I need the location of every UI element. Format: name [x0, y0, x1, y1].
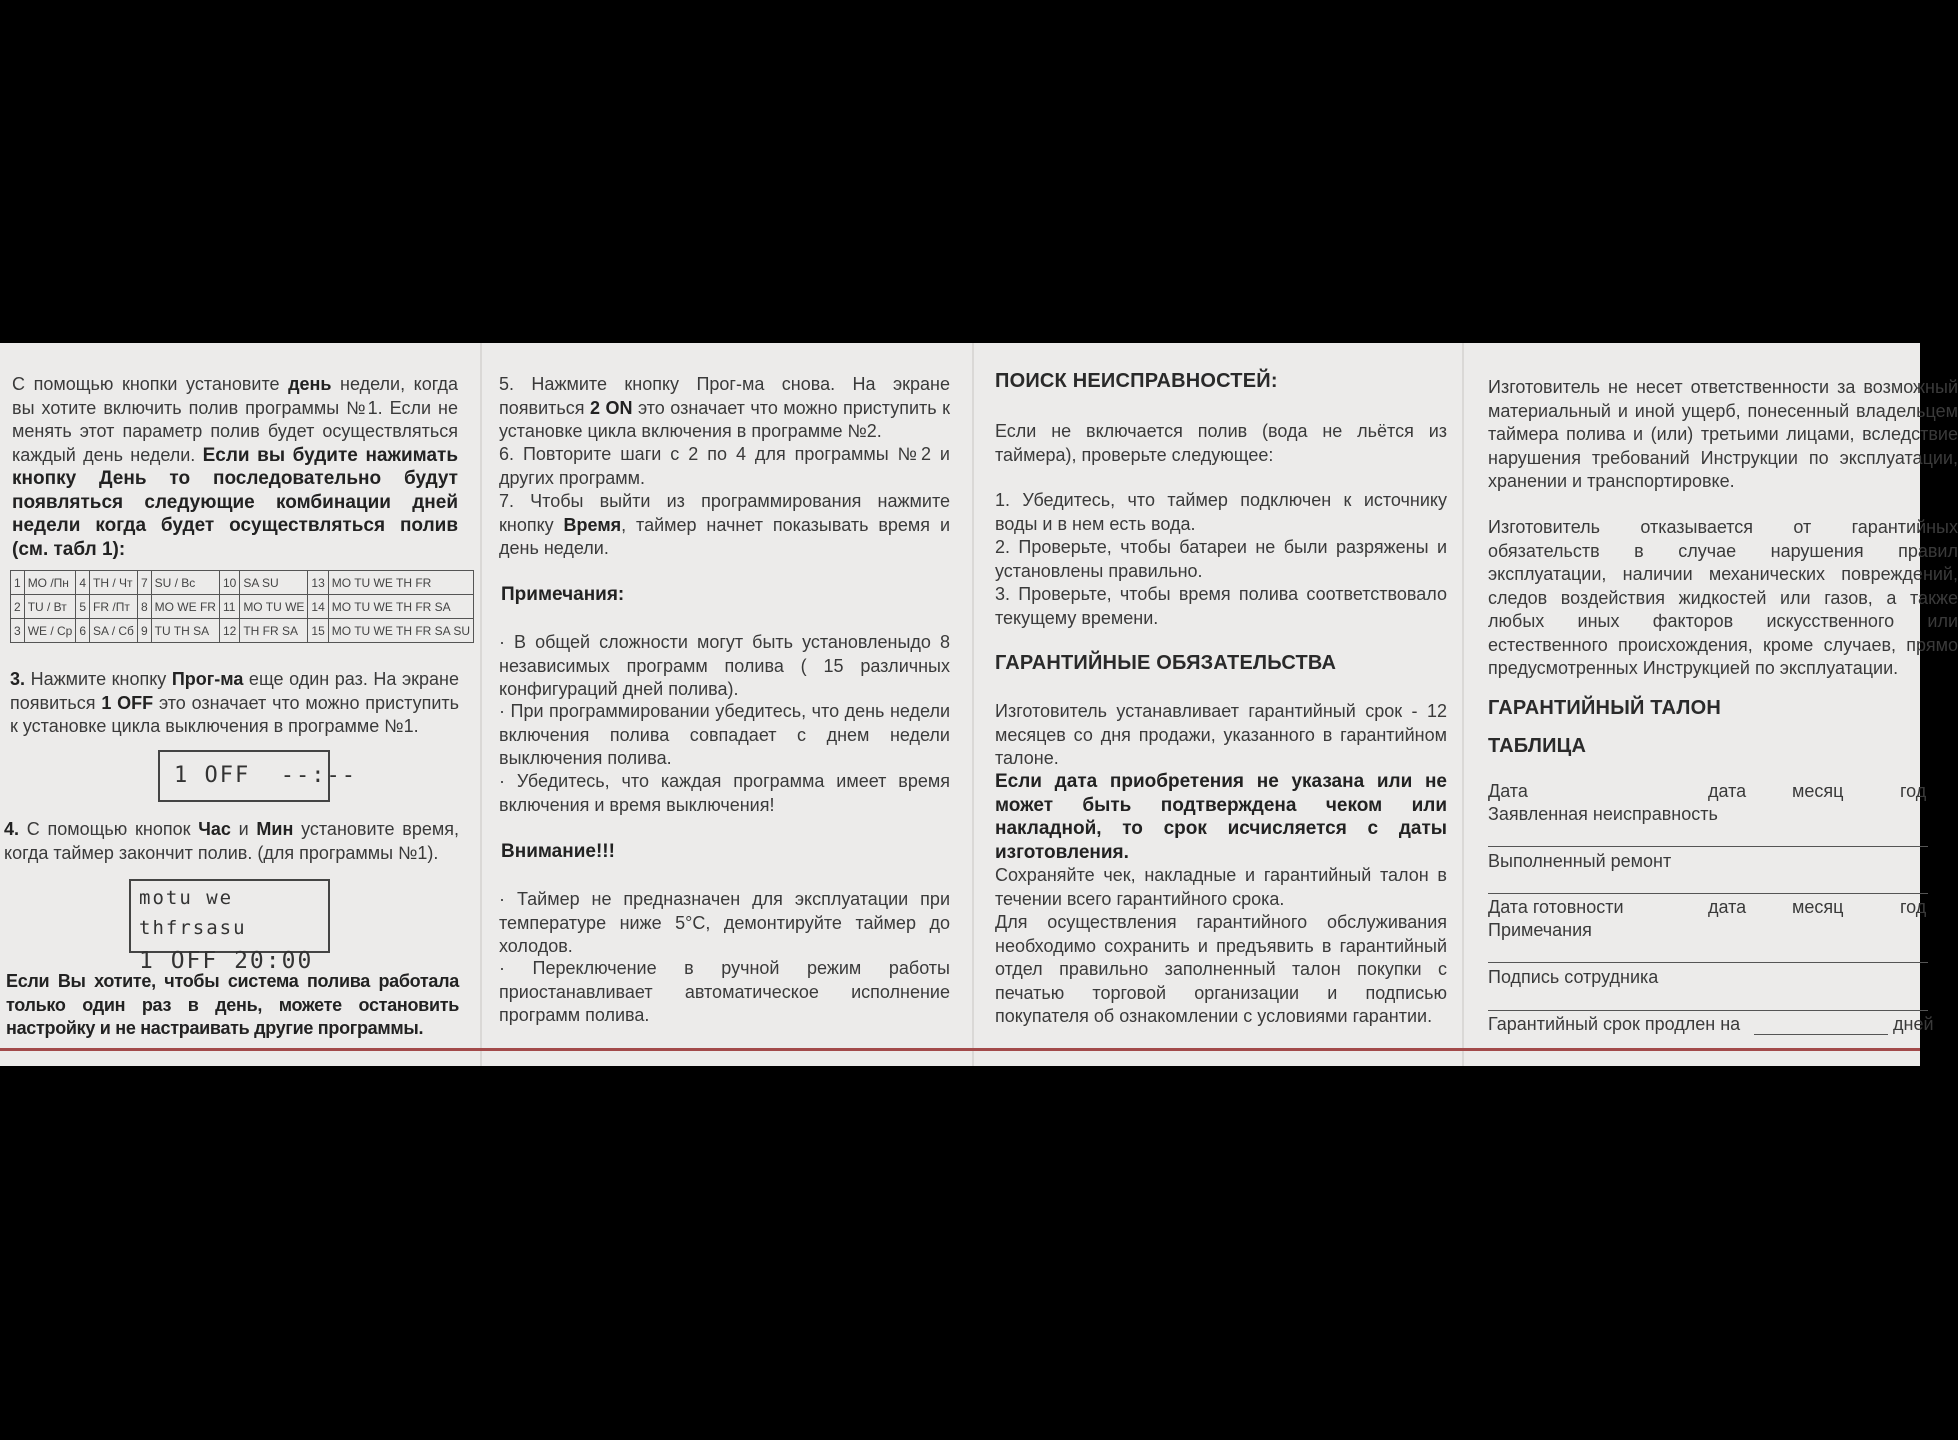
declared-fault-label: Заявленная неисправность	[1488, 804, 1718, 824]
ready-day-label: дата	[1708, 897, 1747, 917]
warranty-bold-note: Если дата приобретения не указана или не может быть подтверждена чеком или накладной, то срок исчисляется с даты изготовления.	[995, 771, 1447, 863]
bottom-edge-stripe	[0, 1048, 1920, 1051]
lcd-time-line: 1 OFF 20:00	[139, 948, 314, 974]
table-cell: 14	[308, 595, 328, 619]
step-text: это означает что можно приступить к установке цикла включения в программе №2.	[499, 397, 950, 441]
repair-done-label: Выполненный ремонт	[1488, 851, 1672, 871]
check-3: 3. Проверьте, чтобы время полива соответствовало текущему времени.	[995, 584, 1447, 628]
hour-button-word: Час	[198, 819, 231, 839]
table-cell: SA SU	[240, 571, 308, 595]
column-2	[482, 343, 972, 1066]
table-row	[11, 571, 474, 595]
step-text: Нажмите кнопку	[25, 669, 172, 689]
warranty-coupon-title: ГАРАНТИЙНЫЙ ТАЛОН	[1488, 697, 1721, 719]
table-cell: TU TH SA	[151, 619, 219, 643]
step-number: 3.	[10, 669, 26, 689]
date-month-label: месяц	[1792, 781, 1844, 801]
warning-1: · Таймер не предназначен для эксплуатации при температуре ниже 5°С, демонтируйте таймер до холодов.	[499, 889, 950, 956]
step-text: С помощью кнопок	[19, 819, 199, 839]
date-label: Дата	[1488, 781, 1528, 801]
note-2: · При программировании убедитесь, что день недели включения полива совпадает с днем недели выключения полива.	[499, 701, 950, 768]
intro-paragraph	[12, 373, 458, 561]
liability-paragraph: Изготовитель не несет ответственности за возможный материальный и иной ущерб, понесенный владельцем таймера полива и (или) третьими лицами, вследствие нарушения требований Инструкции по эксплуатации, хранении и транспортировке.	[1488, 377, 1958, 491]
extended-days-label: дней	[1893, 1014, 1934, 1034]
warranty-term: Изготовитель устанавливает гарантийный срок - 12 месяцев со дня продажи, указанного в гарантийном талоне.	[995, 701, 1447, 768]
table-cell: 11	[219, 595, 239, 619]
table-row	[11, 619, 474, 643]
step-text: 5. Нажмите кнопку Прог-ма снова. На экране появиться	[499, 374, 950, 418]
table-cell: 5	[76, 595, 90, 619]
table-cell: 12	[219, 619, 239, 643]
table-cell: MO TU WE TH FR SA	[328, 595, 473, 619]
table-cell: MO TU WE	[240, 595, 308, 619]
table-cell: MO /Пн	[24, 571, 76, 595]
instruction-sheet	[0, 343, 1958, 1066]
lcd-display-1-off	[158, 750, 357, 802]
table-cell: SA / Сб	[90, 619, 138, 643]
column-4	[1464, 343, 1958, 1066]
lcd-day-line: motu we thfrsasu	[139, 887, 247, 939]
ready-month-label: месяц	[1792, 897, 1844, 917]
warranty-title: ГАРАНТИЙНЫЕ ОБЯЗАТЕЛЬСТВА	[995, 652, 1337, 674]
table-cell: 10	[219, 571, 239, 595]
step-text: 7. Чтобы выйти из программирования нажмите кнопку	[499, 491, 950, 535]
step-text: , таймер начнет показывать время и день недели.	[499, 514, 950, 558]
program-button-word: Прог-ма	[171, 669, 244, 689]
intro-bold-text: Если вы будите нажимать кнопку День то последовательно будут появляться следующие комбинации дней недели когда будет осуществляться полив (см. табл 1):	[12, 444, 458, 560]
check-2: 2. Проверьте, чтобы батареи не были разряжены и установлены правильно.	[995, 537, 1447, 581]
step-text: еще один раз. На экране появиться	[10, 669, 459, 713]
table-cell: TU / Вт	[24, 595, 76, 619]
lcd-display-1-off-20	[129, 879, 330, 974]
time-button-word: Время	[563, 514, 622, 535]
ready-year-label: год	[1900, 897, 1927, 917]
table-row	[11, 595, 474, 619]
table-cell: 8	[137, 595, 151, 619]
step-6-paragraph: 6. Повторите шаги с 2 по 4 для программы №2 и других программ.	[499, 444, 950, 488]
step-text: установите время, когда таймер закончит полив. (для программы №1).	[4, 819, 459, 863]
step-text: это означает что можно приступить к установке цикла выключения в программе №1.	[10, 692, 459, 736]
table-cell: MO TU WE TH FR SA SU	[328, 619, 473, 643]
warranty-keep-receipt: Сохраняйте чек, накладные и гарантийный талон в течении всего гарантийного срока.	[995, 865, 1447, 909]
table-cell: FR /Пт	[90, 595, 138, 619]
refusal-paragraph: Изготовитель отказывается от гарантийных обязательств в случае нарушения правил эксплуатации, наличии механических повреждений, следов воздействия жидкостей или газов, а также любых иных факторов искусственного или естественного происхождения, кроме случаев, прямо предусмотренных Инструкцией по эксплуатации.	[1488, 517, 1958, 678]
table-cell: TH / Чт	[90, 571, 138, 595]
step-5-paragraph	[499, 373, 950, 444]
minute-button-word: Мин	[256, 819, 294, 839]
step-7-paragraph	[499, 490, 950, 561]
table-cell: 1	[11, 571, 25, 595]
table-cell: MO TU WE TH FR	[328, 571, 473, 595]
extended-term-label: Гарантийный срок продлен на	[1488, 1014, 1741, 1034]
final-note: Если Вы хотите, чтобы система полива работала только один раз в день, можете остановить настройку и не настраивать другие программы.	[6, 971, 459, 1038]
date-year-label: год	[1900, 781, 1927, 801]
remarks-label: Примечания	[1488, 920, 1592, 940]
lcd-text: 1 OFF --:--	[174, 763, 357, 788]
table-cell: 2	[11, 595, 25, 619]
step-3-paragraph	[10, 668, 459, 739]
step-text: и	[230, 819, 257, 839]
note-1: · В общей сложности могут быть установленыдо 8 независимых программ полива ( 15 различных конфигураций дней полива).	[499, 632, 950, 699]
signature-line	[1488, 1010, 1928, 1011]
off-display-word: 1 OFF	[101, 692, 154, 713]
table-cell: SU / Вс	[151, 571, 219, 595]
troubleshooting-title: ПОИСК НЕИСПРАВНОСТЕЙ:	[995, 370, 1278, 392]
date-day-label: дата	[1708, 781, 1747, 801]
table-cell: 4	[76, 571, 90, 595]
remarks-line	[1488, 962, 1928, 963]
table-cell: 3	[11, 619, 25, 643]
declared-fault-line	[1488, 846, 1928, 847]
troubleshooting-intro: Если не включается полив (вода не льётся из таймера), проверьте следующее:	[995, 421, 1447, 465]
table-title: ТАБЛИЦА	[1488, 735, 1587, 757]
table-cell: 13	[308, 571, 328, 595]
table-cell: 15	[308, 619, 328, 643]
table-cell: 9	[137, 619, 151, 643]
repair-done-line	[1488, 893, 1928, 894]
warning-title: Внимание!!!	[501, 841, 615, 862]
day-combinations-table	[10, 570, 474, 643]
check-1: 1. Убедитесь, что таймер подключен к источнику воды и в нем есть вода.	[995, 490, 1447, 534]
employee-signature-label: Подпись сотрудника	[1488, 967, 1659, 987]
intro-text-2: недели, когда вы хотите включить полив программы №1. Если не менять этот параметр полив будет осуществляться каждый день недели.	[12, 374, 458, 465]
on-display-word: 2 ON	[589, 397, 633, 418]
note-3: · Убедитесь, что каждая программа имеет время включения и время выключения!	[499, 771, 950, 815]
step-4-paragraph	[4, 818, 459, 865]
column-3	[974, 343, 1462, 1066]
notes-title: Примечания:	[501, 584, 625, 605]
table-cell: TH FR SA	[240, 619, 308, 643]
warranty-service: Для осуществления гарантийного обслуживания необходимо сохранить и предъявить в гарантийный отдел правильно заполненный талон покупки с печатью торговой организации и подписью покупателя об ознакомлении с условиями гарантии.	[995, 912, 1447, 1026]
column-1	[0, 343, 480, 1066]
extended-days-line	[1754, 1034, 1888, 1035]
table-cell: 7	[137, 571, 151, 595]
step-number: 4.	[4, 819, 20, 839]
warning-2: · Переключение в ручной режим работы приостанавливает автоматическое исполнение программ полива.	[499, 958, 950, 1025]
table-cell: MO WE FR	[151, 595, 219, 619]
table-cell: 6	[76, 619, 90, 643]
intro-text: С помощью кнопки установите	[12, 374, 289, 394]
ready-date-label: Дата готовности	[1488, 897, 1624, 917]
table-cell: WE / Ср	[24, 619, 76, 643]
intro-day-word: день	[288, 374, 332, 394]
